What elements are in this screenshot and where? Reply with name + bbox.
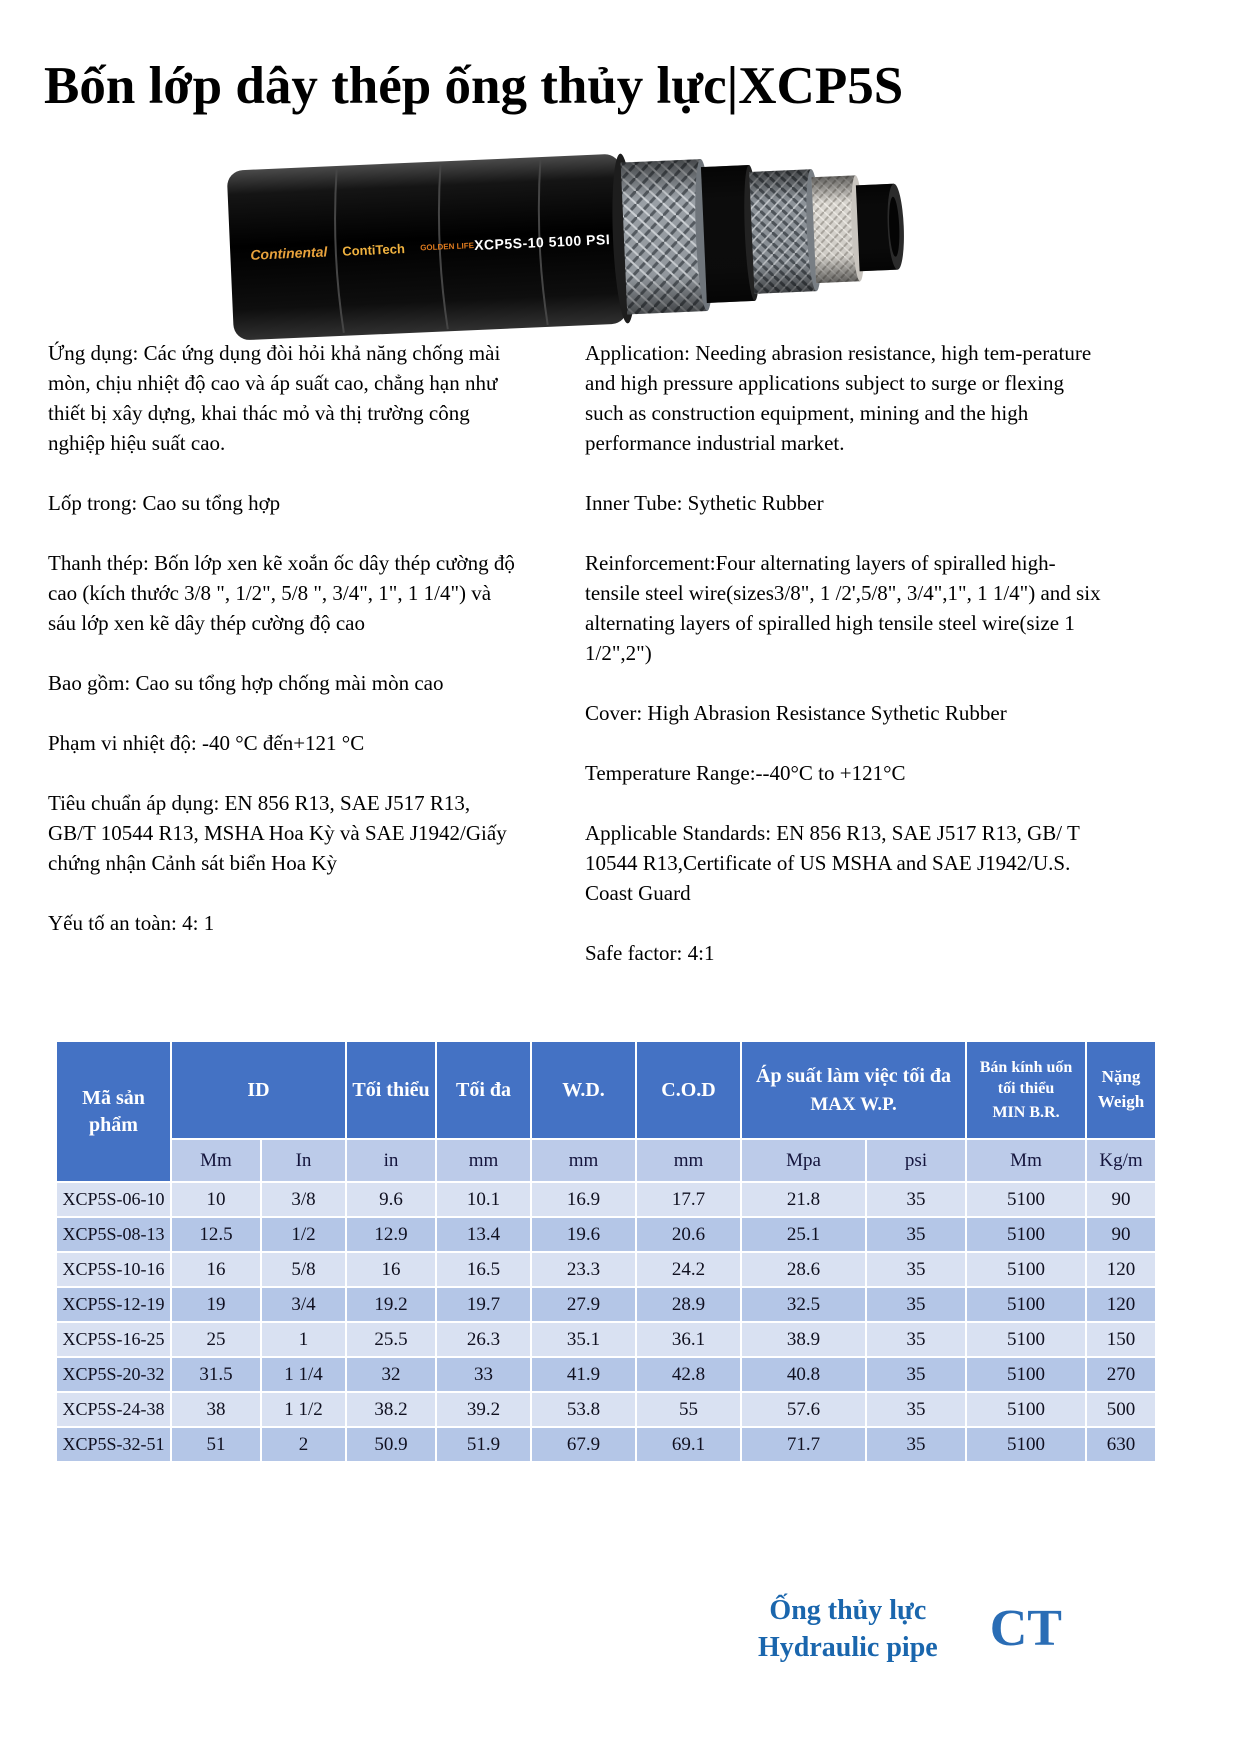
table-cell: 27.9 bbox=[531, 1287, 636, 1322]
unit-cell: mm bbox=[531, 1139, 636, 1182]
table-row bbox=[56, 1217, 1156, 1252]
table-cell: 25.1 bbox=[741, 1217, 866, 1252]
product-code-cell: XCP5S-06-10 bbox=[56, 1182, 171, 1217]
hose-illustration bbox=[222, 142, 912, 342]
table-row bbox=[56, 1427, 1156, 1462]
table-cell: 10.1 bbox=[436, 1182, 531, 1217]
spec-table-container bbox=[55, 1040, 1157, 1463]
table-cell: 5100 bbox=[966, 1217, 1086, 1252]
table-cell: 24.2 bbox=[636, 1252, 741, 1287]
table-cell: 19.2 bbox=[346, 1287, 436, 1322]
hose-image bbox=[222, 142, 912, 342]
table-cell: 38.2 bbox=[346, 1392, 436, 1427]
table-cell: 28.9 bbox=[636, 1287, 741, 1322]
spec-paragraph-reinforcement-vi: Thanh thép: Bốn lớp xen kẽ xoắn ốc dây thép cường độ cao (kích thước 3/8 ", 1/2", 5/8 ", 3/4", 1", 1 1/4") và sáu lớp xen kẽ dây thép cường độ cao bbox=[48, 551, 515, 635]
spec-paragraph-standards-en: Applicable Standards: EN 856 R13, SAE J517 R13, GB/ T 10544 R13,Certificate of US MSHA and SAE J1942/U.S. Coast Guard bbox=[585, 821, 1080, 905]
table-cell: 120 bbox=[1086, 1252, 1156, 1287]
table-cell: 5100 bbox=[966, 1182, 1086, 1217]
spec-paragraph-application-en: Application: Needing abrasion resistance, high tem-perature and high pressure applications subject to surge or flexing such as construction equipment, mining and the high performance industrial market. bbox=[585, 341, 1092, 455]
table-cell: 38 bbox=[171, 1392, 261, 1427]
footer bbox=[758, 1592, 1068, 1666]
product-code-cell: XCP5S-08-13 bbox=[56, 1217, 171, 1252]
unit-cell: Mpa bbox=[741, 1139, 866, 1182]
unit-cell: Mm bbox=[966, 1139, 1086, 1182]
table-cell: 12.9 bbox=[346, 1217, 436, 1252]
ct-logo: CT bbox=[989, 1600, 1062, 1657]
table-cell: 35 bbox=[866, 1182, 966, 1217]
table-cell: 16 bbox=[346, 1252, 436, 1287]
table-cell: 12.5 bbox=[171, 1217, 261, 1252]
table-units-row bbox=[56, 1139, 1156, 1182]
spec-table bbox=[55, 1040, 1157, 1463]
hose-model-label: XCP5S-10 5100 PSI bbox=[473, 231, 611, 254]
spec-paragraph-standards-vi: Tiêu chuẩn áp dụng: EN 856 R13, SAE J517 R13, GB/T 10544 R13, MSHA Hoa Kỳ và SAE J1942/Giấy chứng nhận Cảnh sát biển Hoa Kỳ bbox=[48, 791, 507, 875]
table-cell: 270 bbox=[1086, 1357, 1156, 1392]
table-cell: 35 bbox=[866, 1357, 966, 1392]
table-cell: 90 bbox=[1086, 1182, 1156, 1217]
table-cell: 38.9 bbox=[741, 1322, 866, 1357]
table-cell: 32.5 bbox=[741, 1287, 866, 1322]
unit-cell: Mm bbox=[171, 1139, 261, 1182]
spec-paragraph-application-vi: Ứng dụng: Các ứng dụng đòi hỏi khả năng chống mài mòn, chịu nhiệt độ cao và áp suất cao, chẳng hạn như thiết bị xây dựng, khai thác mỏ và thị trường công nghiệp hiệu suất cao. bbox=[48, 341, 501, 455]
table-row bbox=[56, 1287, 1156, 1322]
table-cell: 5/8 bbox=[261, 1252, 346, 1287]
table-cell: 19.6 bbox=[531, 1217, 636, 1252]
unit-cell: mm bbox=[436, 1139, 531, 1182]
table-cell: 36.1 bbox=[636, 1322, 741, 1357]
table-cell: 5100 bbox=[966, 1287, 1086, 1322]
table-cell: 2 bbox=[261, 1427, 346, 1462]
table-cell: 19 bbox=[171, 1287, 261, 1322]
product-code-cell: XCP5S-24-38 bbox=[56, 1392, 171, 1427]
footer-tagline bbox=[758, 1592, 938, 1666]
table-cell: 42.8 bbox=[636, 1357, 741, 1392]
table-cell: 630 bbox=[1086, 1427, 1156, 1462]
table-cell: 69.1 bbox=[636, 1427, 741, 1462]
table-row bbox=[56, 1182, 1156, 1217]
spec-paragraph-cover-en: Cover: High Abrasion Resistance Sythetic Rubber bbox=[585, 701, 1007, 725]
table-cell: 35 bbox=[866, 1392, 966, 1427]
table-cell: 25.5 bbox=[346, 1322, 436, 1357]
table-cell: 5100 bbox=[966, 1357, 1086, 1392]
spec-paragraph-temperature-en: Temperature Range:--40°C to +121°C bbox=[585, 761, 906, 785]
table-cell: 67.9 bbox=[531, 1427, 636, 1462]
spec-column-english bbox=[585, 338, 1102, 998]
unit-cell: Kg/m bbox=[1086, 1139, 1156, 1182]
product-code-cell: XCP5S-16-25 bbox=[56, 1322, 171, 1357]
footer-tagline-vi: Ống thủy lực bbox=[769, 1595, 927, 1626]
spec-paragraph-safety-en: Safe factor: 4:1 bbox=[585, 941, 715, 965]
table-cell: 31.5 bbox=[171, 1357, 261, 1392]
table-row bbox=[56, 1357, 1156, 1392]
hose-brand-sub-text: ContiTech bbox=[341, 241, 406, 259]
table-cell: 25 bbox=[171, 1322, 261, 1357]
col-header-weight: Nặng Weigh bbox=[1086, 1041, 1156, 1139]
table-cell: 16.5 bbox=[436, 1252, 531, 1287]
table-cell: 35 bbox=[866, 1217, 966, 1252]
spec-paragraph-cover-vi: Bao gồm: Cao su tổng hợp chống mài mòn cao bbox=[48, 671, 444, 695]
table-cell: 90 bbox=[1086, 1217, 1156, 1252]
table-cell: 35 bbox=[866, 1287, 966, 1322]
product-code-cell: XCP5S-20-32 bbox=[56, 1357, 171, 1392]
col-header-max-wp: Áp suất làm việc tối đa MAX W.P. bbox=[741, 1041, 966, 1139]
table-cell: 5100 bbox=[966, 1392, 1086, 1427]
table-cell: 51.9 bbox=[436, 1427, 531, 1462]
table-cell: 150 bbox=[1086, 1322, 1156, 1357]
table-cell: 32 bbox=[346, 1357, 436, 1392]
table-cell: 23.3 bbox=[531, 1252, 636, 1287]
table-cell: 16 bbox=[171, 1252, 261, 1287]
table-cell: 71.7 bbox=[741, 1427, 866, 1462]
col-header-min: Tối thiểu bbox=[346, 1041, 436, 1139]
table-cell: 1/2 bbox=[261, 1217, 346, 1252]
col-header-min-br: Bán kính uốn tối thiểu MIN B.R. bbox=[966, 1041, 1086, 1139]
table-cell: 28.6 bbox=[741, 1252, 866, 1287]
spec-table-body bbox=[56, 1182, 1156, 1462]
table-cell: 35.1 bbox=[531, 1322, 636, 1357]
footer-tagline-en: Hydraulic pipe bbox=[758, 1632, 938, 1663]
spec-paragraph-inner-tube-en: Inner Tube: Sythetic Rubber bbox=[585, 491, 824, 515]
col-header-product-code: Mã sản phẩm bbox=[56, 1041, 171, 1182]
table-cell: 21.8 bbox=[741, 1182, 866, 1217]
table-cell: 3/8 bbox=[261, 1182, 346, 1217]
spec-paragraph-safety-vi: Yếu tố an toàn: 4: 1 bbox=[48, 911, 215, 935]
table-cell: 57.6 bbox=[741, 1392, 866, 1427]
table-cell: 10 bbox=[171, 1182, 261, 1217]
table-cell: 9.6 bbox=[346, 1182, 436, 1217]
table-row bbox=[56, 1252, 1156, 1287]
product-code-cell: XCP5S-10-16 bbox=[56, 1252, 171, 1287]
table-cell: 3/4 bbox=[261, 1287, 346, 1322]
table-cell: 16.9 bbox=[531, 1182, 636, 1217]
hose-steel-layer-1 bbox=[621, 159, 716, 315]
page-title: Bốn lớp dây thép ống thủy lực|XCP5S bbox=[44, 57, 904, 115]
col-header-max: Tối đa bbox=[436, 1041, 531, 1139]
spec-paragraph-inner-tube-vi: Lốp trong: Cao su tổng hợp bbox=[48, 491, 281, 515]
table-cell: 120 bbox=[1086, 1287, 1156, 1322]
table-cell: 35 bbox=[866, 1322, 966, 1357]
table-cell: 500 bbox=[1086, 1392, 1156, 1427]
unit-cell: In bbox=[261, 1139, 346, 1182]
table-cell: 1 1/4 bbox=[261, 1357, 346, 1392]
table-cell: 33 bbox=[436, 1357, 531, 1392]
table-cell: 5100 bbox=[966, 1322, 1086, 1357]
hose-inner-tube bbox=[856, 183, 906, 271]
table-cell: 5100 bbox=[966, 1427, 1086, 1462]
table-cell: 35 bbox=[866, 1427, 966, 1462]
unit-cell: psi bbox=[866, 1139, 966, 1182]
table-cell: 40.8 bbox=[741, 1357, 866, 1392]
spec-column-vietnamese bbox=[48, 338, 518, 968]
product-code-cell: XCP5S-32-51 bbox=[56, 1427, 171, 1462]
table-cell: 41.9 bbox=[531, 1357, 636, 1392]
table-cell: 17.7 bbox=[636, 1182, 741, 1217]
product-code-cell: XCP5S-12-19 bbox=[56, 1287, 171, 1322]
spec-paragraph-temperature-vi: Phạm vi nhiệt độ: -40 °C đến+121 °C bbox=[48, 731, 365, 755]
table-header-row bbox=[56, 1041, 1156, 1139]
table-cell: 35 bbox=[866, 1252, 966, 1287]
col-header-cod: C.O.D bbox=[636, 1041, 741, 1139]
hose-series-text: GOLDEN LIFE bbox=[420, 241, 475, 253]
table-cell: 53.8 bbox=[531, 1392, 636, 1427]
table-cell: 5100 bbox=[966, 1252, 1086, 1287]
table-cell: 55 bbox=[636, 1392, 741, 1427]
table-cell: 51 bbox=[171, 1427, 261, 1462]
unit-cell: in bbox=[346, 1139, 436, 1182]
col-header-id: ID bbox=[171, 1041, 346, 1139]
col-header-wd: W.D. bbox=[531, 1041, 636, 1139]
table-cell: 1 bbox=[261, 1322, 346, 1357]
spec-paragraph-reinforcement-en: Reinforcement:Four alternating layers of spiralled high- tensile steel wire(sizes3/8", 1 /2',5/8", 3/4",1", 1 1/4") and six alternating layers of spiralled high tensile steel wire(size 1 1/2",2") bbox=[585, 551, 1101, 665]
table-row bbox=[56, 1322, 1156, 1357]
table-cell: 39.2 bbox=[436, 1392, 531, 1427]
table-cell: 13.4 bbox=[436, 1217, 531, 1252]
hose-brand-text: Continental bbox=[249, 243, 328, 263]
table-cell: 19.7 bbox=[436, 1287, 531, 1322]
table-cell: 20.6 bbox=[636, 1217, 741, 1252]
unit-cell: mm bbox=[636, 1139, 741, 1182]
table-cell: 26.3 bbox=[436, 1322, 531, 1357]
table-cell: 1 1/2 bbox=[261, 1392, 346, 1427]
table-row bbox=[56, 1392, 1156, 1427]
table-cell: 50.9 bbox=[346, 1427, 436, 1462]
